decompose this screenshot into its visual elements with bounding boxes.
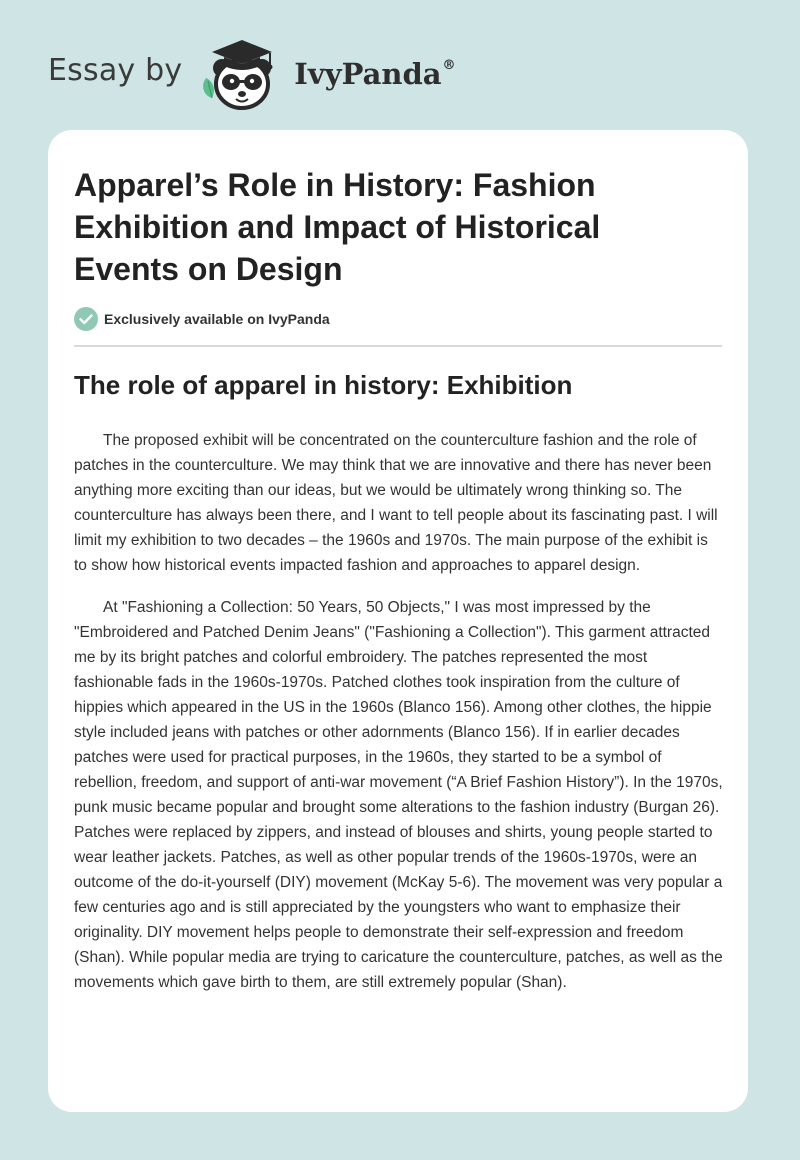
brand-prefix: Essay by bbox=[48, 52, 183, 88]
exclusive-badge bbox=[74, 307, 330, 331]
panda-graduate-icon bbox=[196, 34, 288, 112]
exclusive-label: Exclusively available on IvyPanda bbox=[104, 311, 330, 327]
essay-body bbox=[74, 428, 724, 1012]
site-brand[interactable] bbox=[48, 34, 456, 112]
checkmark-icon bbox=[74, 307, 98, 331]
brand-name: IvyPanda® bbox=[294, 57, 456, 91]
title-divider bbox=[74, 345, 722, 347]
essay-card bbox=[48, 130, 748, 1112]
section-heading: The role of apparel in history: Exhibition bbox=[74, 370, 573, 400]
paragraph: The proposed exhibit will be concentrated on the counterculture fashion and the role of patches in the counterculture. We may think that we are innovative and there has never been anything more exciting than our ideas, but we would be ultimately wrong thinking so. The counterculture has always been there, and I want to tell people about its fascinating past. I will limit my exhibition to two decades – the 1960s and 1970s. The main purpose of the exhibit is to show how historical events impacted fashion and approaches to apparel design. bbox=[74, 432, 718, 574]
registered-mark: ® bbox=[442, 58, 456, 74]
essay-title: Apparel’s Role in History: Fashion Exhibition and Impact of Historical Events on Design bbox=[74, 167, 601, 287]
paragraph: At "Fashioning a Collection: 50 Years, 50 Objects," I was most impressed by the "Embroidered and Patched Denim Jeans" ("Fashioning a Collection"). This garment attracted me by its bright patches and colorful embroidery. The patches represented the most fashionable fads in the 1960s-1970s. Patched clothes took inspiration from the culture of hippies which appeared in the US in the 1960s (Blanco 156). Among other clothes, the hippie style included jeans with patches or other adornments (Blanco 156). If in earlier decades patches were used for practical purposes, in the 1960s, they started to be a symbol of rebellion, freedom, and support of anti-war movement (“A Brief Fashion History”). In the 1970s, punk music became popular and brought some alterations to the fashion industry (Burgan 26). Patches were replaced by zippers, and instead of blouses and shirts, young people started to wear leather jackets. Patches, as well as other popular trends of the 1960s-1970s, were an outcome of the do-it-yourself (DIY) movement (McKay 5-6). The movement was very popular a few centuries ago and is still appreciated by the youngsters who want to emphasize their originality. DIY movement helps people to demonstrate their self-expression and freedom (Shan). While popular media are trying to caricature the counterculture, patches, as well as the movements which gave birth to them, are still extremely popular (Shan). bbox=[74, 599, 723, 991]
